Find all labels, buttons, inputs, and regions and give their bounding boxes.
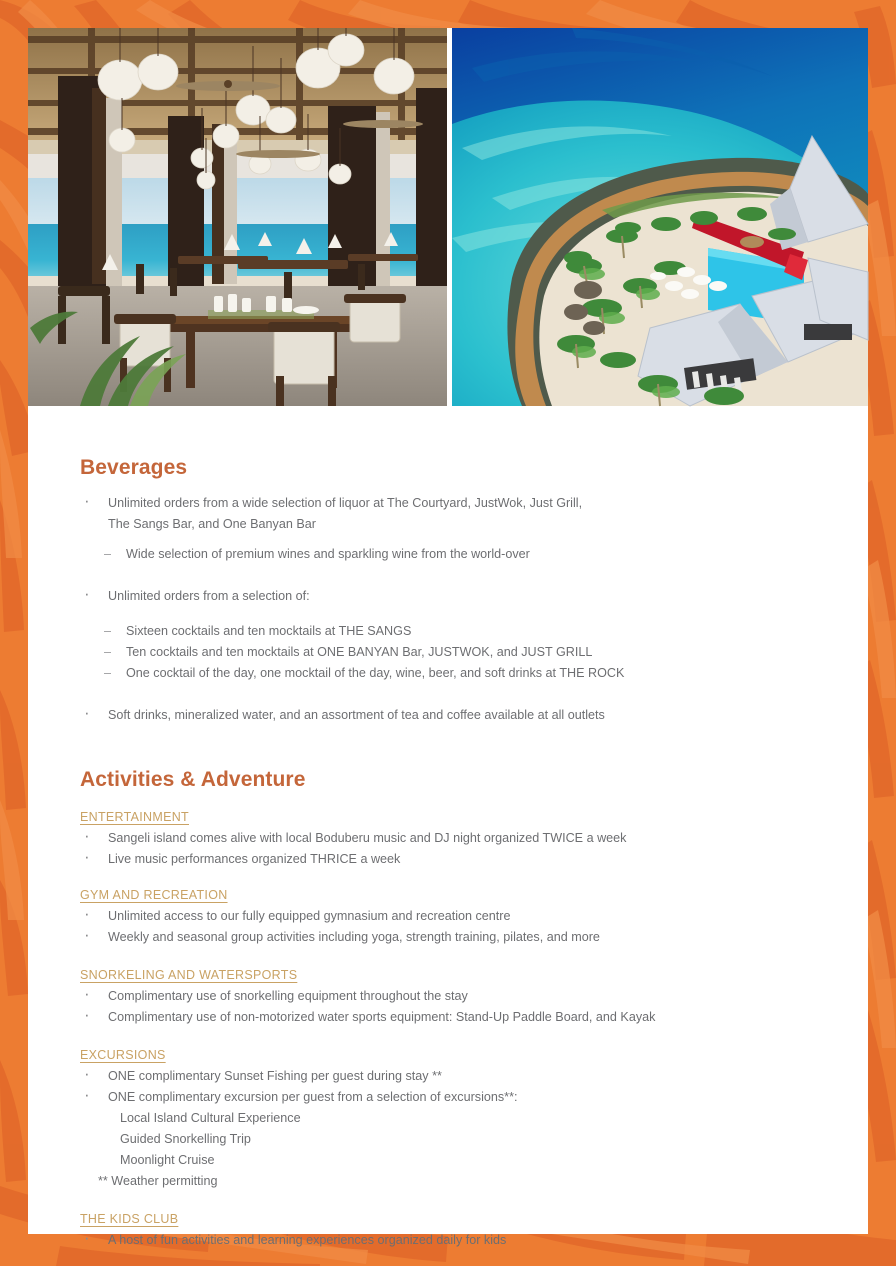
beverages-list: [80, 493, 828, 535]
hero-image-row: [28, 28, 868, 406]
list-item: – Ten cocktails and ten mocktails at ONE BANYAN Bar, JUSTWOK, and JUST GRILL: [104, 642, 828, 663]
sub-heading-entertainment: ENTERTAINMENT: [80, 810, 189, 824]
sub-heading-gym-and-recreation: GYM AND RECREATION: [80, 888, 228, 902]
activity-group-gym: [80, 888, 828, 948]
aerial-island-resort-photo: [452, 28, 868, 406]
list-item: Moonlight Cruise: [120, 1153, 215, 1167]
sub-heading-excursions: EXCURSIONS: [80, 1048, 166, 1062]
sub-heading-snorkeling-and-watersports: SNORKELING AND WATERSPORTS: [80, 968, 298, 982]
list-item: · Soft drinks, mineralized water, and an assortment of tea and coffee available at all outlets: [80, 705, 828, 726]
beverages-sublist-wines: [80, 544, 828, 565]
spacer: [80, 607, 828, 621]
list-item: Local Island Cultural Experience: [120, 1111, 301, 1125]
activities-section-title: Activities & Adventure: [80, 768, 306, 791]
list-item: · Complimentary use of non-motorized water sports equipment: Stand-Up Paddle Board, and Kayak: [80, 1007, 828, 1028]
list-item: Guided Snorkelling Trip: [120, 1132, 251, 1146]
list-item: – One cocktail of the day, one mocktail of the day, wine, beer, and soft drinks at THE ROCK: [104, 663, 828, 684]
beverages-sublist-cocktails: [80, 621, 828, 684]
list-item: · Live music performances organized THRICE a week: [80, 849, 828, 870]
document-card: [28, 28, 868, 1247]
list-item: [80, 493, 828, 535]
list-item: · Unlimited orders from a selection of:: [80, 586, 828, 607]
beverages-list-block: [80, 493, 828, 726]
list-item-line: Unlimited orders from a wide selection of liquor at The Courtyard, JustWok, Just Grill,: [108, 496, 583, 510]
spacer: [80, 565, 828, 586]
snorkeling-list: [80, 986, 828, 1028]
list-item: · Weekly and seasonal group activities including yoga, strength training, pilates, and more: [80, 927, 828, 948]
list-item: · A host of fun activities and learning experiences organized daily for kids: [80, 1230, 828, 1251]
list-item: – Wide selection of premium wines and sparkling wine from the world-over: [104, 544, 828, 565]
excursions-list: [80, 1066, 828, 1192]
activity-group-snorkeling: [80, 968, 828, 1028]
kids-club-list: [80, 1230, 828, 1251]
gym-list: [80, 906, 828, 948]
list-item: – Sixteen cocktails and ten mocktails at THE SANGS: [104, 621, 828, 642]
activity-group-excursions: [80, 1048, 828, 1192]
beachfront-restaurant-photo: [28, 28, 447, 406]
list-item: · Complimentary use of snorkelling equipment throughout the stay: [80, 986, 828, 1007]
spacer: [80, 535, 828, 544]
footnote-weather-permitting: ** Weather permitting: [98, 1174, 218, 1188]
entertainment-list: [80, 828, 828, 870]
list-item: · ONE complimentary excursion per guest from a selection of excursions**:: [80, 1087, 828, 1108]
beverages-list-softdrinks: [80, 705, 828, 726]
sub-heading-the-kids-club: THE KIDS CLUB: [80, 1212, 179, 1226]
list-item-line: The Sangs Bar, and One Banyan Bar: [108, 517, 316, 531]
beverages-list-selection: [80, 586, 828, 607]
spacer: [80, 684, 828, 705]
beverages-section-title: Beverages: [80, 456, 188, 479]
list-item: · ONE complimentary Sunset Fishing per guest during stay **: [80, 1066, 828, 1087]
activity-group-kids-club: [80, 1212, 828, 1251]
activity-group-entertainment: [80, 810, 828, 870]
content-area: [28, 406, 868, 1251]
list-item: · Unlimited access to our fully equipped gymnasium and recreation centre: [80, 906, 828, 927]
list-item: · Sangeli island comes alive with local Boduberu music and DJ night organized TWICE a week: [80, 828, 828, 849]
